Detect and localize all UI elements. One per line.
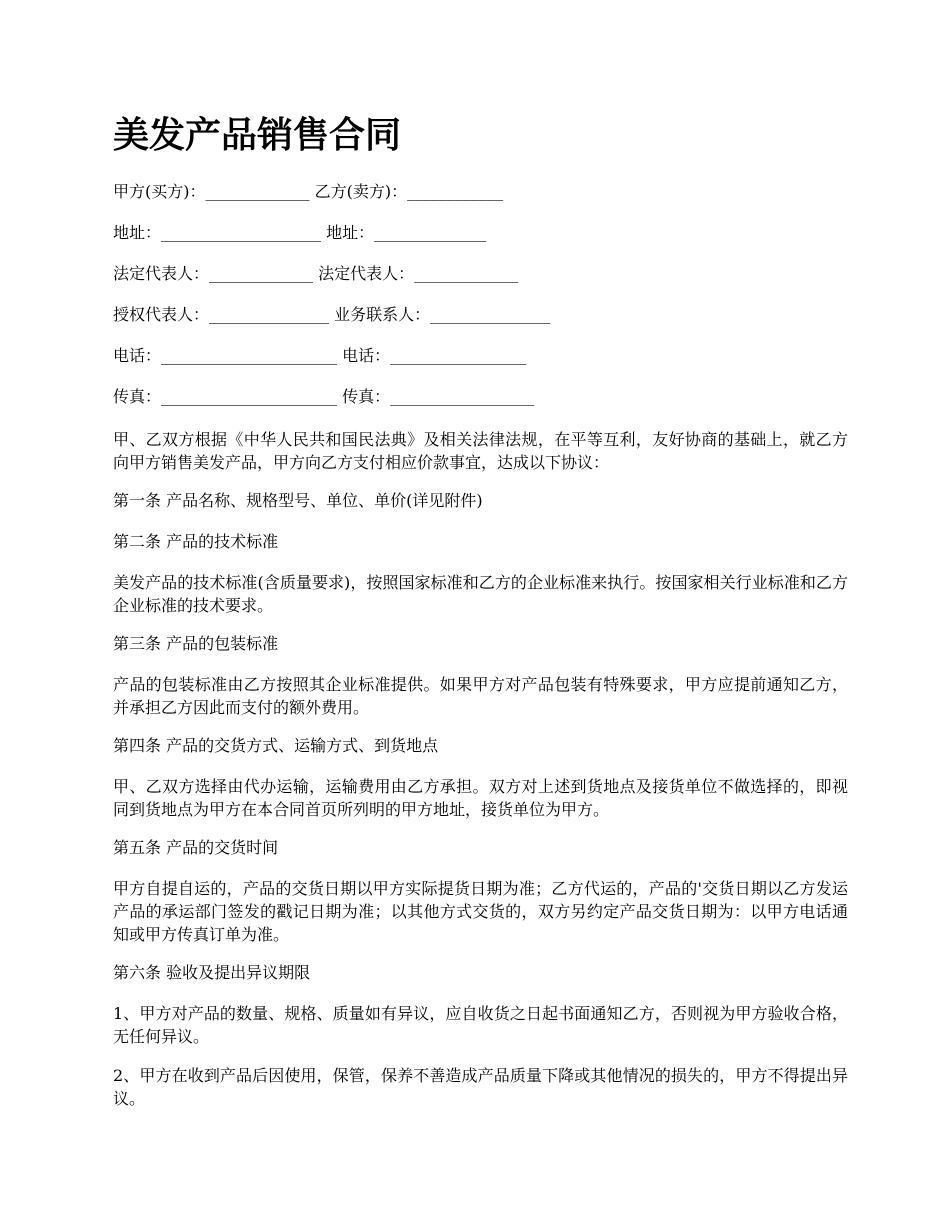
phone-line [113,345,526,367]
intro-paragraph: 甲、乙双方根据《中华人民共和国民法典》及相关法律法规，在平等互利，友好协商的基础上，就乙方向甲方销售美发产品，甲方向乙方支付相应价款事宜，达成以下协议： [113,430,848,472]
article-6-item-1: 1、甲方对产品的数量、规格、质量如有异议，应自收货之日起书面通知乙方，否则视为甲方验收合格，无任何异议。 [113,1004,848,1046]
auth-rep-line [113,304,550,326]
document-title: 美发产品销售合同 [113,114,402,156]
article-4-body: 甲、乙双方选择由代办运输，运输费用由乙方承担。双方对上述到货地点及接货单位不做选择的，即视同到货地点为甲方在本合同首页所列明的甲方地址，接货单位为甲方。 [113,777,848,819]
party-line [113,181,503,203]
contact-b-field: 业务联系人：_______________ [334,305,551,324]
party-b-field: 乙方(卖方)：____________ [314,182,504,201]
article-2-body: 美发产品的技术标准(含质量要求)，按照国家标准和乙方的企业标准来执行。按国家相关行业标准和乙方企业标准的技术要求。 [113,573,848,615]
fax-b-field: 传真：__________________ [342,387,535,406]
article-5-heading: 第五条 产品的交货时间 [113,838,279,857]
address-a-field: 地址：____________________ [113,223,322,242]
party-a-field: 甲方(买方)：_____________ [113,182,310,201]
article-5-body: 甲方自提自运的，产品的交货日期以甲方实际提货日期为准；乙方代运的，产品的'交货日期以乙方发运产品的承运部门签发的戳记日期为准；以其他方式交货的，双方另约定产品交货日期为：以甲方电话通知或甲方传真订单为准。 [113,879,848,944]
article-6-item-2: 2、甲方在收到产品后因使用，保管，保养不善造成产品质量下降或其他情况的损失的，甲方不得提出异议。 [113,1066,848,1108]
article-4-heading: 第四条 产品的交货方式、运输方式、到货地点 [113,736,439,755]
legal-rep-line [113,263,518,285]
article-2-heading: 第二条 产品的技术标准 [113,532,279,551]
article-3-heading: 第三条 产品的包装标准 [113,634,279,653]
fax-line [113,386,534,408]
address-line [113,222,486,244]
auth-rep-a-field: 授权代表人：_______________ [113,305,330,324]
article-3-body: 产品的包装标准由乙方按照其企业标准提供。如果甲方对产品包装有特殊要求，甲方应提前通知乙方，并承担乙方因此而支付的额外费用。 [113,675,848,717]
phone-a-field: 电话：______________________ [113,346,338,365]
article-1-heading: 第一条 产品名称、规格型号、单位、单价(详见附件) [113,491,483,510]
article-6-heading: 第六条 验收及提出异议期限 [113,963,311,982]
phone-b-field: 电话：_________________ [342,346,527,365]
legal-rep-b-field: 法定代表人：_____________ [318,264,519,283]
address-b-field: 地址：______________ [326,223,487,242]
legal-rep-a-field: 法定代表人：_____________ [113,264,314,283]
fax-a-field: 传真：______________________ [113,387,338,406]
